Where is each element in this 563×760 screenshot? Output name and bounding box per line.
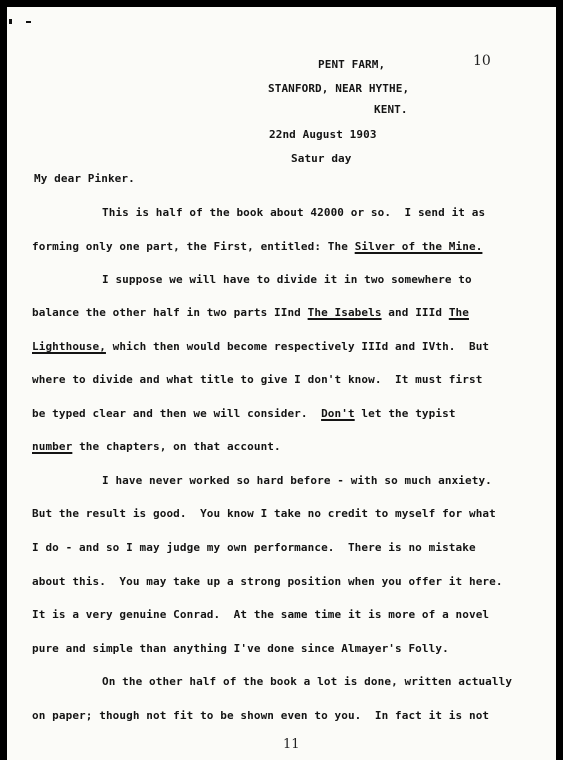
title-silver-of-the-mine: Silver of the Mine.	[354, 240, 483, 253]
body-text: balance the other half in two parts IInd	[32, 306, 308, 319]
corner-ink-mark	[9, 19, 12, 24]
body-text: be typed clear and then we will consider.	[32, 407, 322, 420]
address-line-3: KENT.	[374, 103, 408, 116]
title-the-isabels: The Isabels	[307, 306, 382, 319]
corner-ink-mark	[26, 21, 31, 23]
body-line	[32, 340, 489, 354]
body-line: But the result is good. You know I take no credit to myself for what	[32, 507, 496, 520]
body-line: On the other half of the book a lot is done, written actually	[102, 675, 513, 688]
salutation: My dear Pinker.	[34, 172, 135, 185]
body-line	[32, 440, 281, 454]
address-line-1: PENT FARM,	[318, 58, 386, 71]
title-the-lighthouse-part1: The	[448, 306, 469, 319]
body-line: This is half of the book about 42000 or so. I send it as	[102, 206, 486, 219]
title-the-lighthouse-part2: Lighthouse,	[32, 340, 106, 353]
body-line: It is a very genuine Conrad. At the same time it is more of a novel	[32, 608, 490, 621]
body-text: forming only one part, the First, entitled: The	[32, 240, 355, 253]
letter-page	[7, 7, 556, 760]
body-line: where to divide and what title to give I don't know. It must first	[32, 373, 483, 386]
letter-date: 22nd August 1903	[269, 128, 377, 141]
body-text: and IIId	[381, 306, 449, 319]
body-line	[32, 240, 482, 254]
emphasis-number: number	[32, 440, 73, 453]
body-line: I do - and so I may judge my own performance. There is no mistake	[32, 541, 476, 554]
address-line-2: STANFORD, NEAR HYTHE,	[268, 82, 410, 95]
body-text: the chapters, on that account.	[72, 440, 281, 453]
body-line	[32, 407, 456, 421]
page-number: 10	[473, 53, 491, 69]
body-line: I suppose we will have to divide it in two somewhere to	[102, 273, 472, 286]
body-text: which then would become respectively IIId and IVth. But	[105, 340, 490, 353]
body-line: pure and simple than anything I've done since Almayer's Folly.	[32, 642, 449, 655]
emphasis-dont: Don't	[321, 407, 355, 420]
body-line: on paper; though not fit to be shown even to you. In fact it is not	[32, 709, 490, 722]
letter-weekday: Satur day	[291, 152, 352, 165]
body-line: about this. You may take up a strong position when you offer it here.	[32, 575, 503, 588]
body-line	[32, 306, 469, 320]
body-text: let the typist	[354, 407, 456, 420]
bottom-handwritten-mark: 11	[283, 737, 300, 752]
body-line: I have never worked so hard before - with so much anxiety.	[102, 474, 492, 487]
